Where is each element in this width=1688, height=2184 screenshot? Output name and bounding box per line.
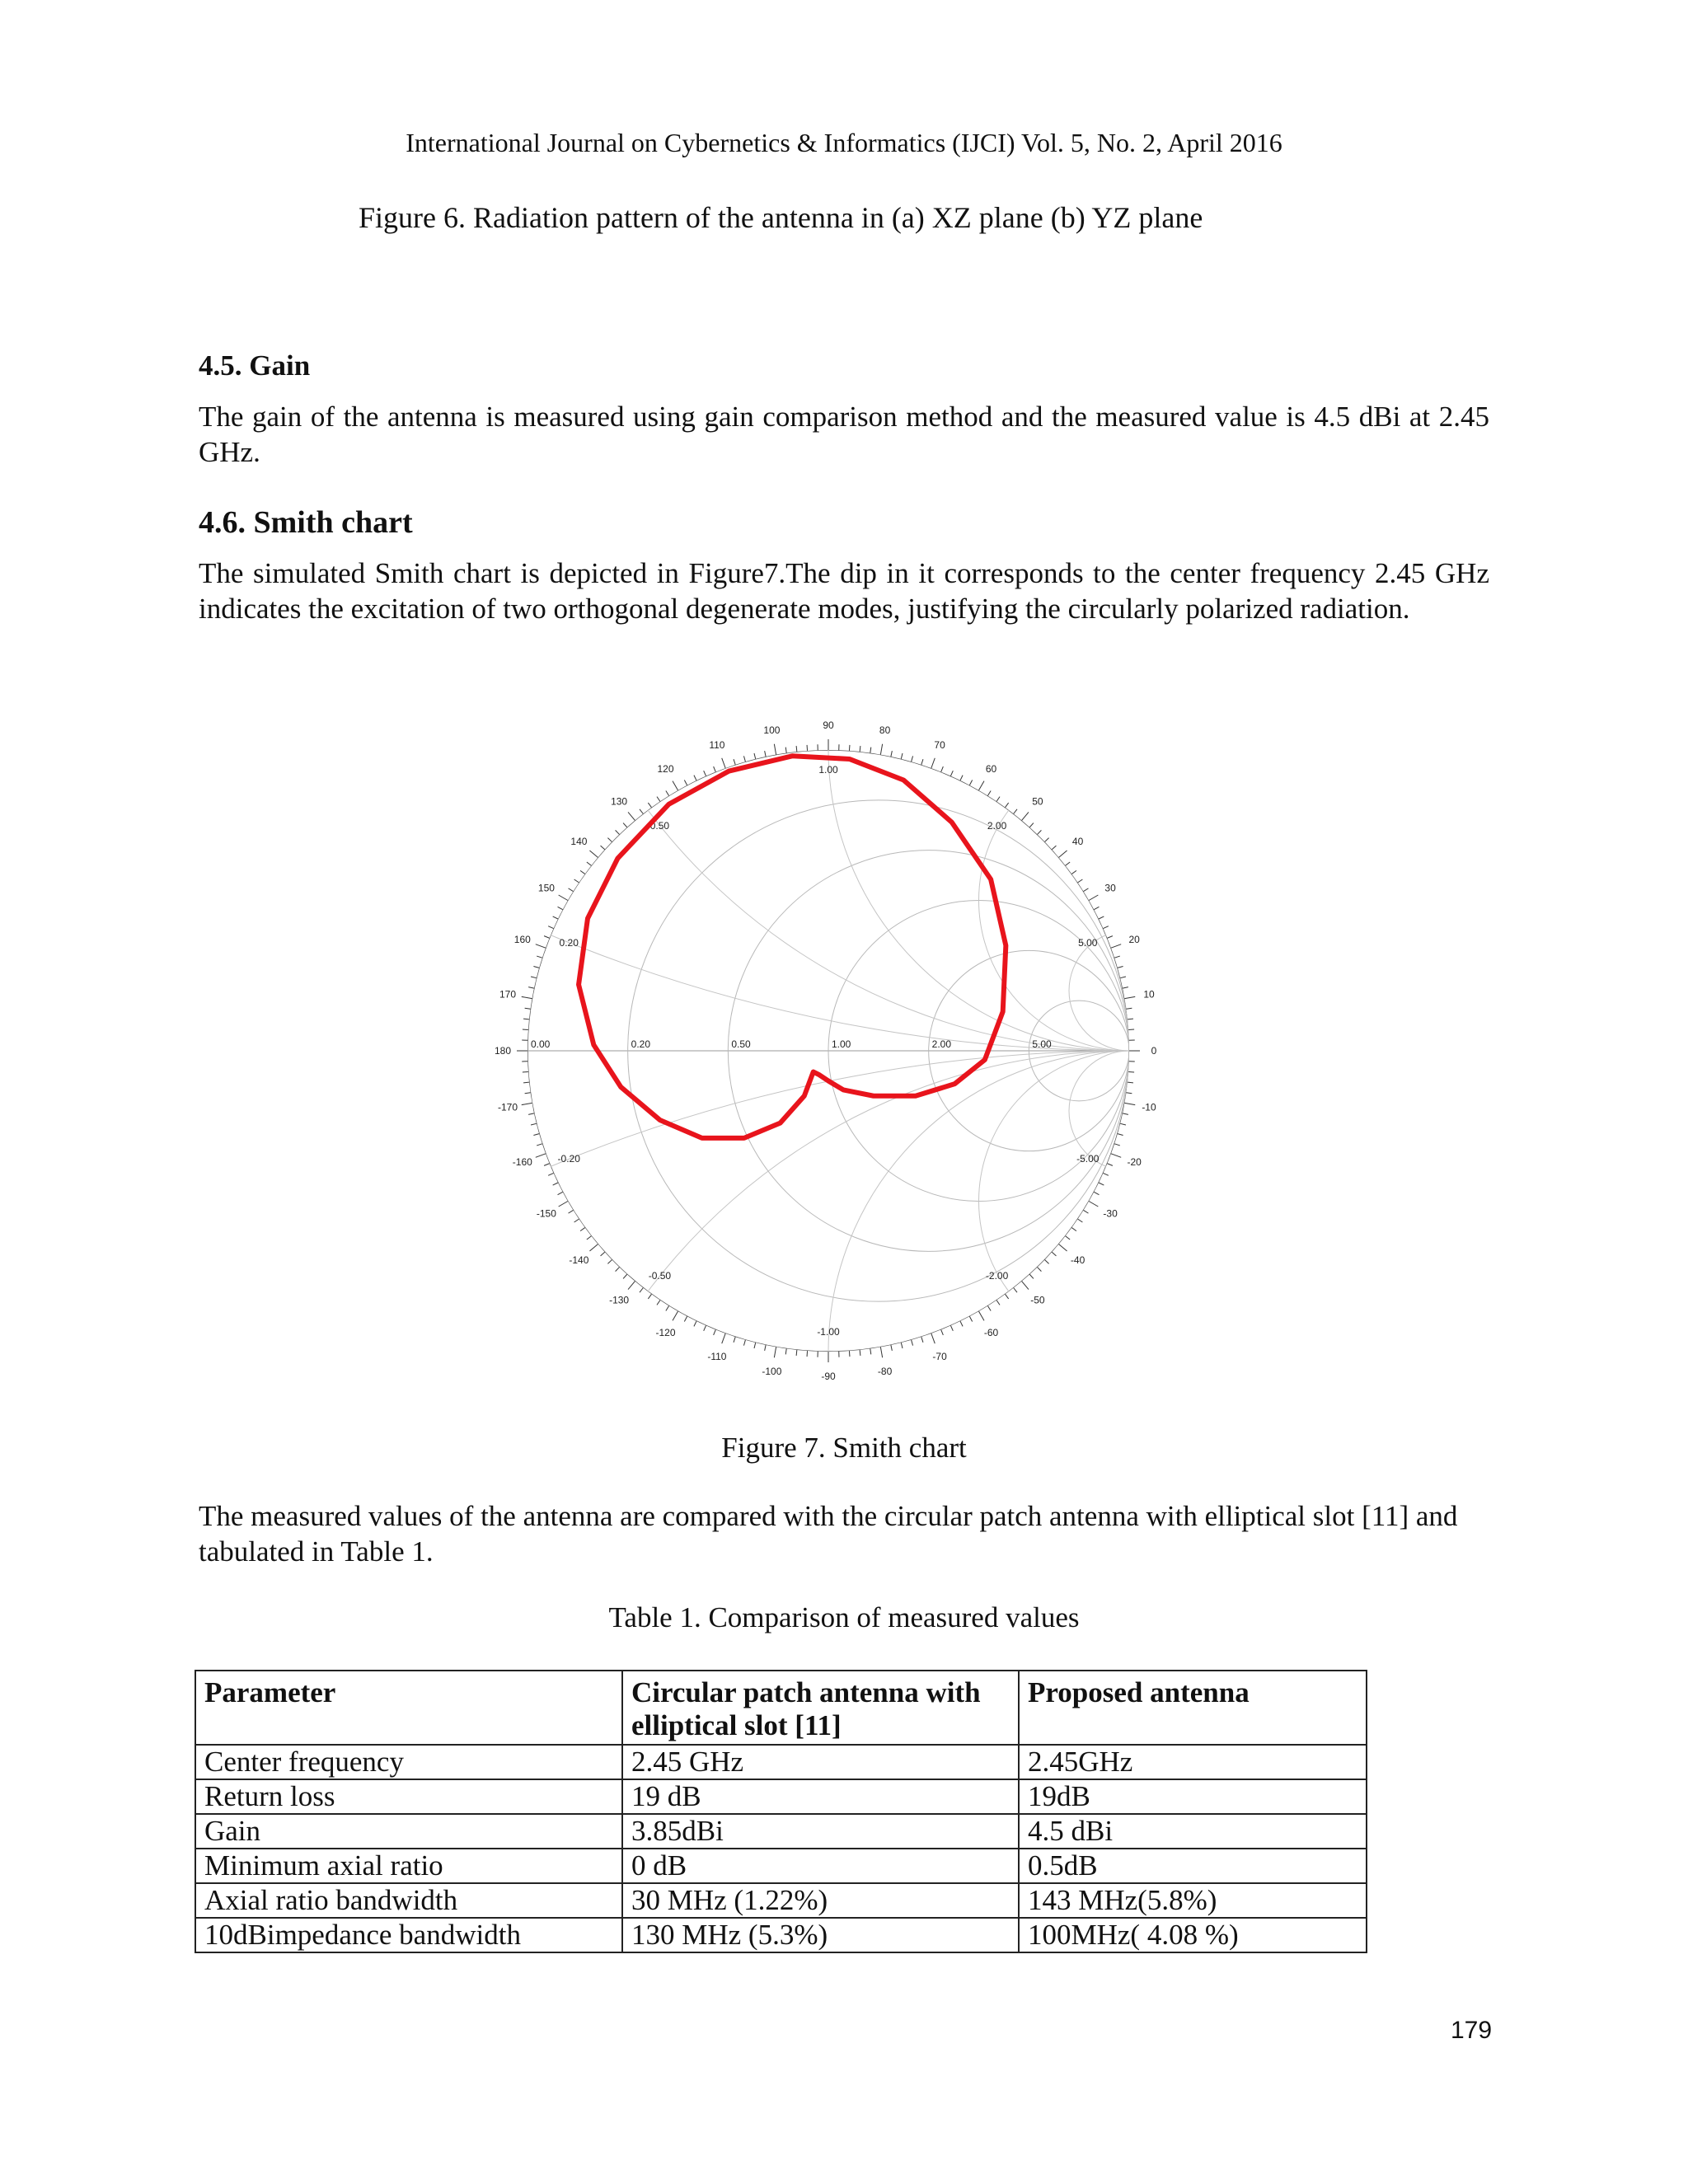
- reactance-label: 2.00: [987, 820, 1007, 832]
- table-row: [195, 1745, 1367, 1779]
- angle-tick: [559, 895, 568, 901]
- angle-tick: [574, 1219, 579, 1222]
- angle-tick: [901, 753, 903, 759]
- angle-tick: [666, 791, 669, 796]
- smith-paragraph: The simulated Smith chart is depicted in Figure7.The dip in it corresponds to the center frequency 2.45 GHz indicates the excitation of two orthogonal degenerate modes, justifying the circularly polarized radiation.: [199, 557, 1489, 625]
- angle-label: 70: [934, 738, 945, 751]
- angle-tick: [528, 987, 534, 988]
- table-row: [195, 1814, 1367, 1849]
- angle-tick: [648, 1294, 651, 1299]
- angle-tick: [891, 751, 892, 757]
- table-cell: 30 MHz (1.22%): [622, 1883, 1019, 1918]
- reactance-label: -0.50: [648, 1269, 672, 1282]
- angle-tick: [537, 1144, 542, 1146]
- angle-tick: [1103, 1173, 1108, 1175]
- angle-tick: [1029, 823, 1034, 827]
- angle-tick: [1078, 1219, 1083, 1222]
- angle-label: 180: [494, 1045, 512, 1057]
- angle-tick: [574, 879, 579, 883]
- angle-tick: [1099, 1183, 1104, 1185]
- reactance-label: -5.00: [1076, 1153, 1100, 1165]
- angle-label: -90: [821, 1371, 836, 1382]
- angle-tick: [1107, 1164, 1112, 1166]
- table-header-cell: Parameter: [195, 1671, 622, 1745]
- table-cell: 0.5dB: [1019, 1849, 1367, 1883]
- journal-header: International Journal on Cybernetics & Informatics (IJCI) Vol. 5, No. 2, April 2016: [406, 128, 1282, 157]
- table-cell: Return loss: [195, 1779, 622, 1814]
- angle-label: 50: [1032, 795, 1043, 808]
- angle-tick: [589, 1244, 598, 1251]
- real-axis-label: 0.50: [731, 1038, 751, 1050]
- angle-tick: [528, 1113, 534, 1114]
- angle-tick: [1052, 1252, 1056, 1256]
- angle-tick: [569, 1210, 574, 1213]
- angle-tick: [673, 781, 678, 790]
- reactance-arc: [1069, 930, 1189, 1051]
- angle-tick: [1111, 1154, 1121, 1157]
- angle-tick: [969, 1316, 972, 1321]
- table-cell: 19 dB: [622, 1779, 1019, 1814]
- angle-tick: [657, 797, 660, 802]
- angle-tick: [765, 1345, 766, 1351]
- angle-tick: [754, 753, 756, 759]
- gain-paragraph: The gain of the antenna is measured using gain comparison method and the measured value is 4.5 dBi at 2.45 GHz.: [199, 401, 1489, 468]
- angle-tick: [640, 1288, 643, 1293]
- reactance-label: -0.20: [557, 1153, 580, 1165]
- reactance-label: 0.50: [649, 820, 670, 832]
- angle-tick: [960, 776, 963, 780]
- angle-tick: [531, 1123, 537, 1125]
- angle-tick: [1084, 1210, 1089, 1213]
- angle-tick: [1071, 1228, 1076, 1231]
- angle-tick: [901, 1343, 903, 1348]
- real-axis-label: 0.20: [631, 1038, 651, 1050]
- angle-tick: [533, 1134, 539, 1136]
- angle-label: -160: [512, 1156, 532, 1169]
- angle-tick: [1022, 812, 1029, 820]
- angle-tick: [979, 781, 985, 790]
- angle-label: -80: [877, 1365, 893, 1377]
- angle-tick: [1029, 1274, 1034, 1278]
- angle-tick: [1038, 830, 1042, 834]
- angle-tick: [722, 758, 725, 768]
- angle-label: -140: [569, 1254, 589, 1266]
- angle-tick: [870, 748, 871, 753]
- angle-tick: [569, 888, 574, 892]
- angle-tick: [1128, 1082, 1133, 1083]
- table-cell: 100MHz( 4.08 %): [1019, 1918, 1367, 1952]
- angle-tick: [1022, 1282, 1029, 1290]
- angle-label: 160: [513, 933, 531, 945]
- smith-chart: [457, 688, 1199, 1430]
- angle-tick: [648, 803, 651, 808]
- angle-tick: [1114, 956, 1120, 958]
- angle-tick: [533, 966, 539, 968]
- angle-tick: [525, 1093, 531, 1094]
- angle-label: 20: [1128, 933, 1140, 945]
- angle-tick: [694, 776, 696, 780]
- reactance-label: 1.00: [818, 764, 838, 776]
- angle-tick: [531, 977, 537, 978]
- angle-tick: [1071, 870, 1076, 874]
- angle-label: 30: [1104, 882, 1116, 894]
- angle-tick: [774, 744, 776, 755]
- angle-tick: [1123, 1113, 1128, 1114]
- angle-tick: [950, 1325, 953, 1330]
- angle-tick: [1066, 862, 1071, 865]
- angle-tick: [601, 1252, 605, 1256]
- angle-label: 140: [570, 836, 588, 848]
- angle-tick: [987, 791, 991, 796]
- angle-tick: [559, 1202, 568, 1207]
- figure7-caption: Figure 7. Smith chart: [721, 1432, 967, 1464]
- angle-tick: [1084, 888, 1089, 892]
- section-heading-smith: 4.6. Smith chart: [199, 505, 413, 540]
- angle-tick: [796, 746, 797, 752]
- angle-tick: [525, 1008, 531, 1009]
- angle-tick: [1059, 1244, 1067, 1251]
- angle-tick: [1103, 926, 1108, 929]
- table-cell: Center frequency: [195, 1745, 622, 1779]
- angle-tick: [536, 944, 546, 948]
- angle-tick: [921, 759, 923, 765]
- angle-tick: [870, 1348, 871, 1354]
- angle-label: 80: [879, 724, 891, 737]
- reactance-label: -2.00: [985, 1269, 1009, 1282]
- angle-tick: [714, 766, 716, 771]
- angle-tick: [628, 812, 635, 820]
- angle-tick: [1014, 809, 1017, 814]
- angle-tick: [1045, 838, 1049, 842]
- angle-tick: [553, 916, 558, 919]
- angle-tick: [694, 1321, 696, 1326]
- angle-label: -50: [1030, 1294, 1045, 1306]
- angle-tick: [714, 1329, 716, 1334]
- real-axis-label: 0.00: [531, 1038, 551, 1050]
- angle-tick: [921, 1337, 923, 1343]
- angle-tick: [891, 1345, 892, 1351]
- angle-tick: [941, 766, 944, 771]
- angle-tick: [616, 1268, 620, 1272]
- table-cell: 10dBimpedance bandwidth: [195, 1918, 622, 1952]
- angle-tick: [601, 846, 605, 850]
- angle-tick: [684, 780, 687, 785]
- real-axis-label: 2.00: [931, 1038, 952, 1050]
- angle-tick: [553, 1183, 558, 1185]
- angle-tick: [607, 1260, 612, 1264]
- angle-label: 120: [657, 762, 674, 775]
- real-axis-label: 5.00: [1032, 1038, 1052, 1050]
- angle-tick: [1089, 895, 1098, 901]
- angle-tick: [704, 1325, 706, 1330]
- comparison-paragraph: The measured values of the antenna are compared with the circular patch antenna with elliptical slot [11] and tabulated in Table 1.: [199, 1500, 1458, 1568]
- angle-label: 170: [499, 988, 517, 1001]
- angle-tick: [754, 1343, 756, 1348]
- reactance-label: 5.00: [1078, 936, 1098, 949]
- angle-tick: [558, 1192, 563, 1194]
- table-row: [195, 1883, 1367, 1918]
- angle-label: -120: [655, 1327, 676, 1339]
- angle-label: -150: [536, 1207, 556, 1220]
- angle-tick: [1124, 1103, 1135, 1104]
- angle-tick: [522, 1103, 532, 1104]
- angle-tick: [607, 838, 612, 842]
- angle-tick: [1089, 1202, 1098, 1207]
- figure6-caption: Figure 6. Radiation pattern of the antenna in (a) XZ plane (b) YZ plane: [359, 201, 1203, 234]
- angle-tick: [1006, 803, 1009, 808]
- angle-tick: [1014, 1288, 1017, 1293]
- angle-label: -170: [497, 1101, 518, 1113]
- section-heading-gain: 4.5. Gain: [199, 349, 311, 382]
- angle-tick: [673, 1311, 678, 1320]
- angle-tick: [1066, 1236, 1071, 1240]
- angle-tick: [537, 956, 542, 958]
- angle-tick: [1126, 1093, 1132, 1094]
- table-header-cell: Proposed antenna: [1019, 1671, 1367, 1745]
- angle-label: 100: [763, 724, 781, 737]
- angle-tick: [996, 1301, 1000, 1305]
- table-cell: 3.85dBi: [622, 1814, 1019, 1849]
- angle-tick: [950, 771, 953, 776]
- angle-tick: [1038, 1268, 1042, 1272]
- angle-label: 10: [1143, 988, 1155, 1001]
- angle-tick: [1006, 1294, 1009, 1299]
- angle-tick: [1059, 851, 1067, 857]
- angle-tick: [1120, 977, 1126, 978]
- angle-label: 60: [985, 762, 997, 775]
- angle-tick: [722, 1333, 725, 1343]
- angle-tick: [996, 797, 1000, 802]
- table-caption: Table 1. Comparison of measured values: [608, 1601, 1080, 1633]
- angle-tick: [548, 1173, 553, 1175]
- angle-tick: [1126, 1008, 1132, 1009]
- angle-tick: [931, 1333, 935, 1343]
- angle-label: -100: [762, 1365, 782, 1377]
- smith-grid: [457, 688, 1199, 1430]
- table-row: [195, 1779, 1367, 1814]
- angle-tick: [523, 1082, 529, 1083]
- angle-tick: [580, 870, 585, 874]
- angle-tick: [544, 936, 549, 939]
- angle-label: -110: [707, 1351, 727, 1363]
- angle-tick: [1094, 1192, 1099, 1194]
- angle-tick: [666, 1306, 669, 1311]
- angle-tick: [931, 758, 935, 768]
- angle-tick: [580, 1228, 585, 1231]
- angle-tick: [1124, 996, 1135, 998]
- angle-tick: [960, 1321, 963, 1326]
- angle-tick: [587, 862, 592, 865]
- angle-label: 40: [1071, 836, 1084, 848]
- angle-tick: [536, 1154, 546, 1157]
- angle-tick: [684, 1316, 687, 1321]
- angle-tick: [941, 1329, 944, 1334]
- angle-tick: [1099, 916, 1104, 919]
- table-row: [195, 1918, 1367, 1952]
- angle-tick: [1118, 966, 1123, 968]
- angle-tick: [1094, 907, 1099, 909]
- angle-tick: [657, 1301, 660, 1305]
- angle-tick: [785, 748, 786, 753]
- angle-tick: [1114, 1144, 1120, 1146]
- angle-tick: [623, 823, 627, 827]
- angle-tick: [969, 780, 972, 785]
- table-cell: 19dB: [1019, 1779, 1367, 1814]
- angle-tick: [1123, 987, 1128, 988]
- angle-label: -60: [983, 1327, 999, 1339]
- angle-tick: [1045, 1260, 1049, 1264]
- angle-tick: [743, 1340, 745, 1346]
- table-header-row: [195, 1671, 1367, 1745]
- reactance-arc: [528, 688, 1199, 1051]
- table-row: [195, 1849, 1367, 1883]
- angle-label: 130: [611, 795, 628, 808]
- angle-label: -20: [1127, 1156, 1142, 1169]
- angle-tick: [796, 1350, 797, 1356]
- angle-tick: [1118, 1134, 1123, 1136]
- angle-tick: [785, 1348, 786, 1354]
- angle-tick: [558, 907, 563, 909]
- angle-tick: [912, 756, 913, 762]
- angle-label: -40: [1070, 1254, 1085, 1266]
- table-cell: 2.45GHz: [1019, 1745, 1367, 1779]
- table-cell: Axial ratio bandwidth: [195, 1883, 622, 1918]
- angle-tick: [616, 830, 620, 834]
- table-cell: Gain: [195, 1814, 622, 1849]
- angle-tick: [589, 851, 598, 857]
- angle-tick: [704, 771, 706, 776]
- reactance-label: -1.00: [817, 1326, 840, 1338]
- table-cell: 143 MHz(5.8%): [1019, 1883, 1367, 1918]
- table-cell: 130 MHz (5.3%): [622, 1918, 1019, 1952]
- angle-tick: [1078, 879, 1083, 883]
- reactance-label: 0.20: [559, 936, 579, 949]
- angle-tick: [522, 996, 532, 998]
- angle-tick: [743, 756, 745, 762]
- angle-label: 90: [823, 719, 834, 731]
- angle-tick: [979, 1311, 985, 1320]
- angle-tick: [1052, 846, 1056, 850]
- angle-label: -30: [1103, 1207, 1118, 1220]
- angle-tick: [987, 1306, 991, 1311]
- angle-tick: [544, 1164, 549, 1166]
- angle-tick: [587, 1236, 592, 1240]
- angle-tick: [640, 809, 643, 814]
- angle-tick: [880, 744, 882, 755]
- page-number: 179: [1451, 2017, 1493, 2044]
- table-cell: 4.5 dBi: [1019, 1814, 1367, 1849]
- table-cell: 0 dB: [622, 1849, 1019, 1883]
- table-header-cell: Circular patch antenna with elliptical slot [11]: [622, 1671, 1019, 1745]
- angle-tick: [1120, 1123, 1126, 1125]
- angle-tick: [548, 926, 553, 929]
- angle-label: -10: [1142, 1101, 1156, 1113]
- angle-tick: [765, 751, 766, 757]
- angle-tick: [623, 1274, 627, 1278]
- table-cell: 2.45 GHz: [622, 1745, 1019, 1779]
- comparison-table: [195, 1670, 1367, 1953]
- angle-tick: [774, 1347, 776, 1357]
- angle-tick: [1107, 936, 1112, 939]
- angle-label: -70: [932, 1351, 947, 1363]
- angle-tick: [628, 1282, 635, 1290]
- angle-label: 0: [1151, 1045, 1157, 1057]
- angle-tick: [1111, 944, 1121, 948]
- real-axis-label: 1.00: [832, 1038, 851, 1050]
- angle-tick: [912, 1340, 913, 1346]
- angle-tick: [734, 1337, 735, 1343]
- angle-label: 110: [709, 738, 725, 751]
- angle-tick: [734, 759, 735, 765]
- angle-label: 150: [537, 882, 555, 894]
- angle-label: -130: [609, 1294, 630, 1306]
- angle-tick: [880, 1347, 882, 1357]
- table-cell: Minimum axial ratio: [195, 1849, 622, 1883]
